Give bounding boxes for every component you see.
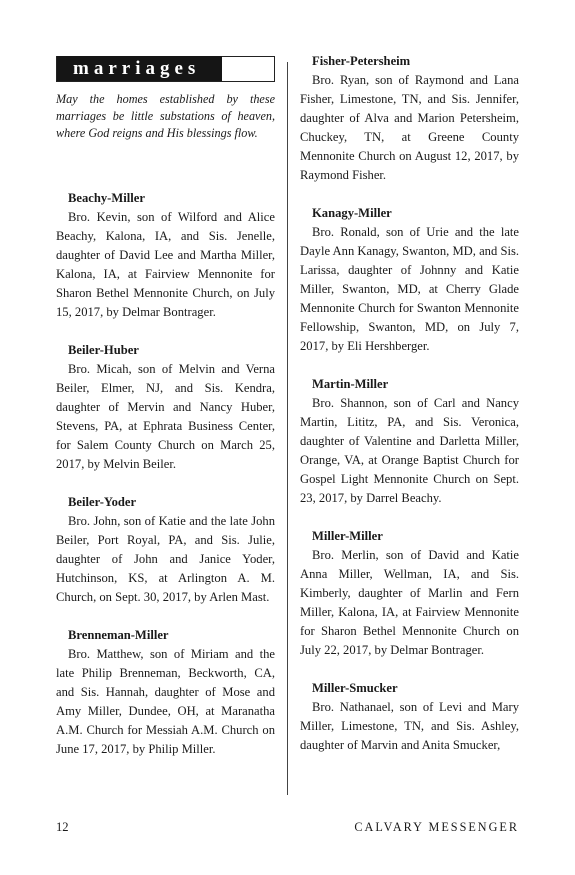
right-column [300, 52, 519, 755]
column-divider [287, 62, 288, 795]
entry-title: Fisher-Petersheim [312, 54, 411, 68]
entry-title: Miller-Miller [312, 529, 383, 543]
marriage-entry [56, 189, 275, 322]
marriage-entry [300, 679, 519, 755]
entry-body: Bro. Ronald, son of Urie and the late Dayle Ann Kanagy, Swanton, MD, and Sis. Larissa, daughter of Johnny and Katie Miller, Swanton, MD, at Cherry Glade Mennonite Church for Swanton Mennonite Fellowship, Swanton, MD, on July 7, 2017, by Eli Hershberger. [300, 225, 519, 353]
entry-title: Kanagy-Miller [312, 206, 392, 220]
entry-body: Bro. Matthew, son of Miriam and the late Philip Brenneman, Beckworth, CA, and Sis. Hannah, daughter of Mose and Amy Miller, Dundee, OH, at Maranatha A.M. Church for Messiah A.M. Church on June 17, 2017, by Philip Miller. [56, 647, 275, 756]
entry-body: Bro. Ryan, son of Raymond and Lana Fisher, Limestone, TN, and Sis. Jennifer, daughter of Alva and Marion Petersheim, Chuckey, TN, at Greene County Mennonite Church on August 12, 2017, by Raymond Fisher. [300, 73, 519, 182]
entry-body: Bro. Micah, son of Melvin and Verna Beiler, Elmer, NJ, and Sis. Kendra, daughter of Mervin and Nancy Huber, Stevens, PA, at Ephrata Business Center, for Salem County Church on March 25, 2017, by Melvin Beiler. [56, 362, 275, 471]
entry-title: Beiler-Huber [68, 343, 139, 357]
entry-body: Bro. Kevin, son of Wilford and Alice Beachy, Kalona, IA, and Sis. Jenelle, daughter of David Lee and Martha Miller, Kalona, IA, at Fairview Mennonite for Sharon Bethel Mennonite Church, on July 15, 2017, by Delmar Bontrager. [56, 210, 275, 319]
entry-title: Brenneman-Miller [68, 628, 169, 642]
entry-title: Miller-Smucker [312, 681, 398, 695]
entry-body: Bro. Nathanael, son of Levi and Mary Miller, Limestone, TN, and Sis. Ashley, daughter of Marvin and Anita Smucker, [300, 700, 519, 752]
left-column [56, 56, 275, 759]
section-tagline: May the homes established by these marriages be little substations of heaven, where God reigns and His blessings flow. [56, 92, 275, 140]
entry-body: Bro. Shannon, son of Carl and Nancy Martin, Lititz, PA, and Sis. Veronica, daughter of Valentine and Darletta Miller, Orange, VA, at Orange Baptist Church for Gospel Light Mennonite Church on Sept. 23, 2017, by Darrel Beachy. [300, 396, 519, 505]
marriage-entry [56, 626, 275, 759]
section-title: marriages [57, 56, 222, 81]
marriage-entry [56, 493, 275, 607]
marriage-entry [300, 375, 519, 508]
marriage-entry [300, 52, 519, 185]
entry-title: Beachy-Miller [68, 191, 145, 205]
marriage-entry [56, 341, 275, 474]
entry-title: Martin-Miller [312, 377, 389, 391]
entry-body: Bro. Merlin, son of David and Katie Anna Miller, Wellman, IA, and Sis. Kimberly, daughter of Marlin and Fern Miller, Kalona, IA, at Fairview Mennonite for Sharon Bethel Mennonite Church on July 22, 2017, by Delmar Bontrager. [300, 548, 519, 657]
entry-title: Beiler-Yoder [68, 495, 137, 509]
marriage-entry [300, 527, 519, 660]
marriage-entry [300, 204, 519, 356]
banner-spacer [222, 57, 274, 81]
section-banner [56, 56, 275, 82]
publication-name: CALVARY MESSENGER [354, 820, 519, 834]
page-number: 12 [56, 820, 69, 834]
entry-body: Bro. John, son of Katie and the late John Beiler, Port Royal, PA, and Sis. Julie, daughter of John and Janice Yoder, Hutchinson, KS, at Arlington A. M. Church, on Sept. 30, 2017, by Arlen Mast. [56, 514, 275, 604]
